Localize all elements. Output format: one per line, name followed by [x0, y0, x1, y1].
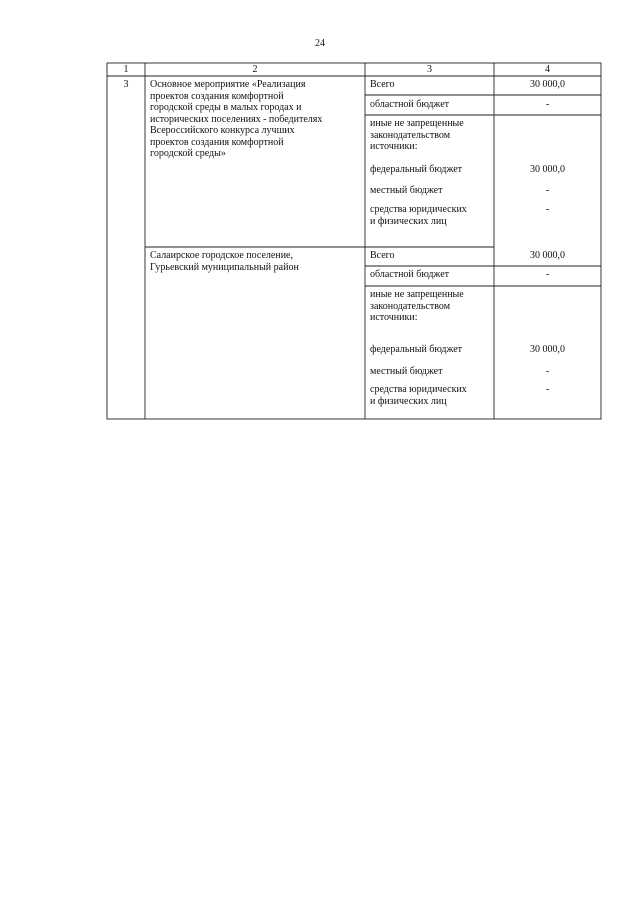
event-title: Основное мероприятие «Реализация проектов создания комфортной городской среды в малых городах и исторических поселениях - победителях Всероссийского конкурса лучших проектов создания комфортной городской среды»	[150, 79, 323, 159]
label-local-2: местный бюджет	[370, 366, 443, 377]
value-federal-1: 30 000,0	[530, 164, 565, 175]
label-local-1: местный бюджет	[370, 185, 443, 196]
value-local-1: -	[545, 185, 550, 196]
value-regional-2: -	[545, 269, 550, 280]
header-col-3: 3	[427, 64, 432, 75]
page-number: 24	[315, 38, 325, 49]
header-col-4: 4	[545, 64, 550, 75]
value-local-2: -	[545, 366, 550, 377]
municipality-name: Салаирское городское поселение, Гурьевский муниципальный район	[150, 250, 299, 273]
value-federal-2: 30 000,0	[530, 344, 565, 355]
label-legal-entities-2: средства юридических и физических лиц	[370, 384, 467, 407]
label-regional-1: областной бюджет	[370, 99, 450, 110]
value-regional-1: -	[545, 99, 550, 110]
label-total-2: Всего	[370, 250, 395, 261]
value-legal-entities-1: -	[545, 204, 550, 215]
label-other-sources-2: иные не запрещенные законодательством источники:	[370, 289, 464, 323]
label-legal-entities-1: средства юридических и физических лиц	[370, 204, 467, 227]
label-federal-1: федеральный бюджет	[370, 164, 463, 175]
label-regional-2: областной бюджет	[370, 269, 450, 280]
value-legal-entities-2: -	[545, 384, 550, 395]
header-col-2: 2	[252, 64, 258, 75]
label-other-sources-1: иные не запрещенные законодательством источники:	[370, 118, 464, 152]
value-total-2: 30 000,0	[530, 250, 565, 261]
label-total-1: Всего	[370, 79, 395, 90]
header-col-1: 1	[123, 64, 129, 75]
row-number: 3	[123, 79, 129, 90]
label-federal-2: федеральный бюджет	[370, 344, 463, 355]
value-total-1: 30 000,0	[530, 79, 565, 90]
